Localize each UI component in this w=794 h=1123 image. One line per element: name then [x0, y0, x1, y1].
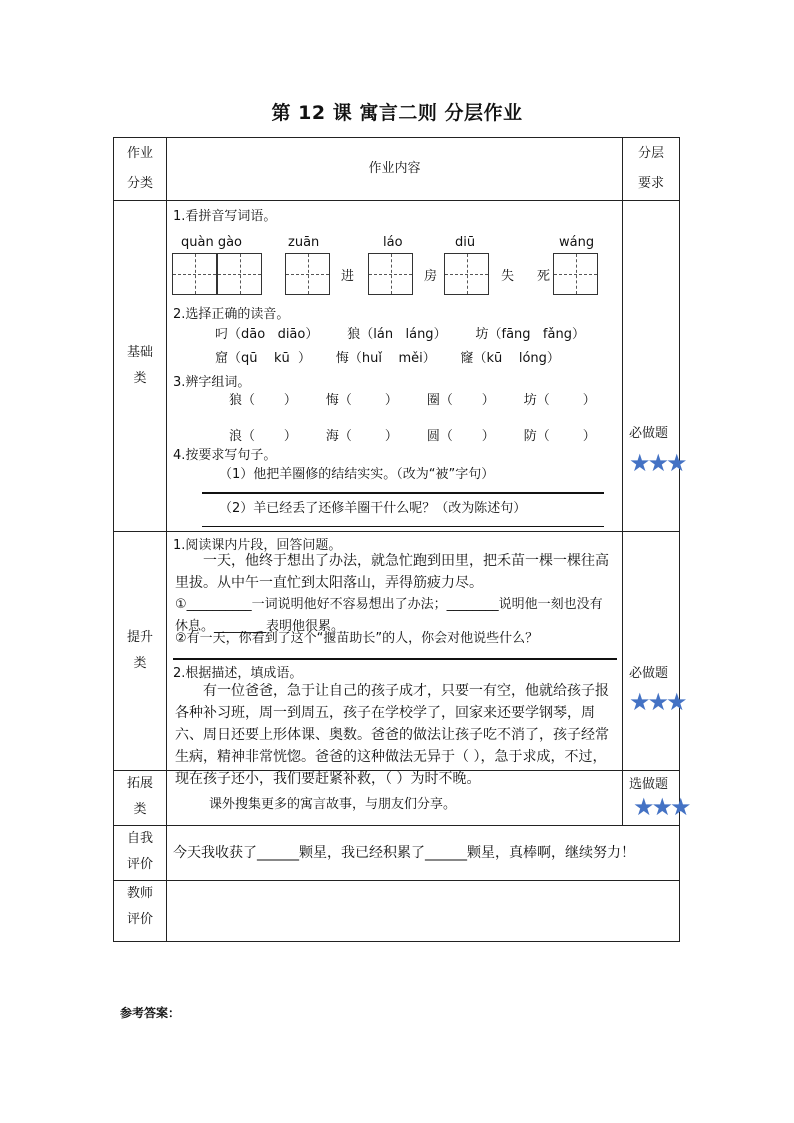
self-eval-content [167, 826, 680, 881]
improve-passage2: 有一位爸爸，急于让自己的孩子成才，只要一有空，他就给孩子报各种补习班，周一到周五，孩子在学校学了，回家来还要学钢琴，周六、周日还要上形体课、奥数。爸爸的做法让孩子吃不消了，孩子经常生病，精神非常恍惚。爸爸的这种做法无异于（ ），急于求成，不过，现在孩子还小，我们要赶紧补救，（ ）为时不晚。 [175, 683, 609, 787]
writing-grid[interactable] [217, 253, 262, 295]
basic-requirement [623, 201, 685, 532]
teacher-eval-label [114, 881, 167, 942]
header-category-line1: 作业 [126, 146, 153, 161]
improve-passage: 一天，他终于想出了办法，就急忙跑到田里，把禾苗一棵一棵往高里拔。从中午一直忙到太阳落山，弄得筋疲力尽。 [175, 553, 609, 591]
extend-label-line2: 类 [133, 802, 147, 817]
improve-label-line1: 提升 [126, 630, 153, 645]
extend-label [114, 771, 167, 826]
header-category [114, 138, 167, 201]
header-req-line2: 要求 [637, 176, 664, 191]
improve-requirement [623, 532, 685, 771]
teacher-eval-content[interactable] [167, 881, 680, 942]
header-category-line2: 分类 [126, 176, 153, 191]
improve-sub1: ①__________一词说明他好不容易想出了办法；________说明他一刻也没有休息。________表明他很累。 [175, 597, 603, 634]
improve-content [167, 532, 623, 787]
pinyin-2: zuān [288, 235, 320, 250]
q4-sentence2: （2）羊已经丢了还修羊圈干什么呢？（改为陈述句） [219, 501, 527, 516]
basic-label [114, 201, 167, 532]
improve-label-line2: 类 [133, 656, 147, 671]
answer-line[interactable] [202, 492, 604, 494]
q3-row2: 浪（ ） 海（ ） 圆（ ） 防（ ） [229, 429, 596, 444]
extend-requirement [623, 771, 689, 826]
pinyin-4: diū [455, 235, 476, 250]
q4-sentence1: （1）他把羊圈修的结结实实。（改为“被”字句） [219, 467, 495, 482]
basic-label-line2: 类 [133, 371, 147, 386]
char-si: 死 [537, 269, 551, 284]
page-title: 第 12 课 寓言二则 分层作业 [271, 102, 523, 124]
basic-q4: 4.按要求写句子。 [173, 448, 277, 463]
optional-label: 选做题 [629, 777, 669, 792]
q2-row1: 叼（dāo diāo） 狼（lán láng） 坊（fāng fǎng） [215, 327, 585, 342]
answer-heading: 参考答案： [120, 1006, 181, 1020]
q3-row1: 狼（ ） 悔（ ） 圈（ ） 坊（ ） [229, 393, 596, 408]
header-content: 作业内容 [167, 138, 623, 201]
extend-text: 课外搜集更多的寓言故事，与朋友们分享。 [209, 797, 457, 812]
writing-grid[interactable] [368, 253, 413, 295]
star-icon: ★★★ [629, 688, 685, 716]
pinyin-1: quàn gào [181, 235, 243, 250]
star-icon: ★★★ [633, 793, 689, 821]
improve-label [114, 532, 167, 771]
writing-grid[interactable] [285, 253, 330, 295]
q2-row2: 窟（qū kū ） 悔（huǐ měi） 窿（kū lóng） [215, 351, 560, 366]
answer-line[interactable] [202, 526, 604, 527]
extend-content [167, 771, 623, 826]
improve-q2: 2.根据描述，填成语。 [173, 666, 303, 681]
writing-grid[interactable] [553, 253, 598, 295]
char-shi: 失 [501, 269, 515, 284]
pinyin-5: wáng [559, 235, 595, 250]
char-fang: 房 [424, 269, 438, 284]
basic-q2: 2.选择正确的读音。 [173, 307, 290, 322]
basic-q3: 3.辨字组词。 [173, 375, 251, 390]
star-icon: ★★★ [629, 449, 685, 477]
basic-label-line1: 基础 [126, 345, 153, 360]
basic-q1: 1.看拼音写词语。 [173, 209, 277, 224]
header-req-line1: 分层 [637, 146, 664, 161]
basic-content [167, 201, 623, 532]
extend-label-line1: 拓展 [126, 776, 153, 791]
required-label: 必做题 [629, 666, 669, 681]
pinyin-3: láo [383, 235, 403, 250]
improve-sub2: ②有一天，你看到了这个“揠苗助长”的人，你会对他说些什么？ [175, 631, 539, 646]
answer-line[interactable] [173, 658, 617, 660]
header-requirement [623, 138, 680, 201]
self-label-line1: 自我 [126, 831, 153, 846]
self-eval-text: 今天我收获了______颗星，我已经积累了______颗星，真棒啊，继续努力！ [173, 845, 635, 861]
teacher-label-line1: 教师 [126, 886, 153, 901]
teacher-label-line2: 评价 [126, 912, 153, 927]
improve-q1: 1.阅读课内片段，回答问题。 [173, 538, 342, 553]
homework-table [113, 137, 689, 942]
required-label: 必做题 [629, 426, 669, 441]
writing-grid[interactable] [444, 253, 489, 295]
writing-grid[interactable] [172, 253, 217, 295]
self-label-line2: 评价 [126, 857, 153, 872]
self-eval-label [114, 826, 167, 881]
char-jin: 进 [341, 269, 355, 284]
